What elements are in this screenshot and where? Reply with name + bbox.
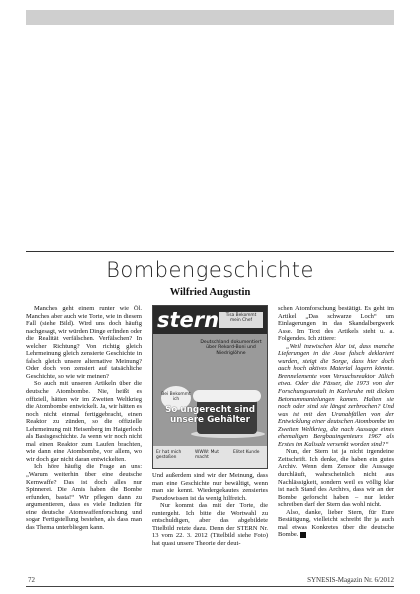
stern-logo: stern — [157, 308, 220, 332]
cover-headline: So ungerecht sind unsere Gehälter — [164, 405, 256, 425]
text-column-1 — [26, 305, 142, 531]
cover-tag: Tisa Bekommt mein Chef — [219, 312, 263, 328]
quote-text: „Weil inzwischen klar ist, dass manche Lieferungen in die Asse falsch deklariert wurden, steigt die Sorge, dass hier doch auch hoch aktives Material lagern könnte. Brennelemente vom Versuchsreaktor Jülich etwa. Oder die Fässer, die 1973 von der Forschungsanstalt in Karlsruhe mit dicken Betonummantelungen kamen. Halten sie noch oder sind sie längst zerbrochen? Und was ist mit den Uranabfällen von der Entwicklung einer deutschen Atombombe im Zweiten Weltkrieg, die nach Aussage eines ehemaligen Bergbauingenieurs 1967 als Erstes im Kalisalz versenkt worden sind?“ — [278, 342, 394, 448]
paragraph: Und außerdem sind wir der Meinung, dass man eine Geschichte nur bewältigt, wenn man sie kennt. Wiedergekautes zensiertes Pseudowissen ist da wenig hilfreich. — [152, 472, 268, 502]
paragraph: Manches geht einem runter wie Öl. Manches aber auch wie Torte, wie in diesem Fall (siehe Bild). Wird uns doch häufig nachgesagt, wir würden Dinge erfinden oder die Realität verfälschen. Verfälschen? In welcher Richtung? Von richtig gleich Lehrmeinung gleich zensierte Geschichte in falsch gleich unsere alternative Meinung? Oder doch von zensiert auf tatsächliche Geschichte, so wie wir meinen? — [26, 305, 142, 380]
cover-teaser: Elitet Kunde — [233, 450, 260, 455]
article-title: Bombengeschichte — [106, 258, 314, 282]
paragraph: Nun, der Stern ist ja nicht irgendeine Zeitschrift. Ich denke, die haben ein gutes Archiv. Wenn dem Zensor die Aussage durchläuft, wahrscheinlich nicht aus Nachlässigkeit, sondern weil es völlig klar ist nach Stand des Archivs, dass wir an der Bombe geforscht haben – nur leider schreiben darf der Stern das wohl nicht. — [278, 448, 394, 509]
paragraph: schen Atomforschung bestätigt. Es geht im Artikel „Das schwarze Loch“ um Einlagerungen in das Skandalbergwerk Asse. Im Text des Artikels steht u. a. Folgendes. Ich zitiere: — [278, 305, 394, 343]
cover-teaser: WWW: Mut macht — [195, 450, 219, 460]
paragraph: Nur kommt das mit der Torte, die runtergeht. Ich bitte die Wortwahl zu entschuldigen, aber das abgebildete Titelbild reizte dazu. Denn der STERN Nr. 13 vom 22. 3. 2012 (Titelbild siehe Foto) hat quasi unsere Theorie der deut- — [152, 502, 268, 547]
paragraph: Ich höre häufig die Frage an uns: „Warum weiterhin über eine deutsche Kernwaffe? Das ist doch alles nur Spinnerei. Die Amis haben die Bombe erfunden, basta!“ Wir pflegen dann zu argumentieren, dass es viele Indizien für eine deutsche Atomwaffenforschung und sogar Fertigstellung bestehen, als dass man das Thema unterbliegen kann. — [26, 463, 142, 531]
top-rule — [26, 251, 394, 252]
paragraph — [278, 509, 394, 539]
cover-illustration — [153, 334, 267, 446]
article-author: Wilfried Augustin — [169, 287, 251, 298]
cover-masthead — [153, 306, 267, 334]
cake-frosting-shape — [193, 390, 261, 402]
closing-text: Also, danke, lieber Stern, für Eure Bestätigung, vielleicht schreibt Ihr ja auch mal etwas Konkretes über die deutsche Bombe. — [278, 508, 394, 539]
header-band — [26, 10, 394, 25]
text-column-3 — [278, 305, 394, 539]
cover-subline: Deutschland dokumentiert über Rekord-Boni und Niedriglöhne — [200, 340, 262, 356]
page-number: 72 — [28, 576, 35, 584]
end-mark-icon — [300, 532, 306, 538]
cover-badge: Bei Bekommt ich — [161, 386, 191, 410]
quote-paragraph — [278, 343, 394, 449]
magazine-issue: SYNESIS-Magazin Nr. 6/2012 — [307, 576, 394, 584]
bottom-rule — [26, 586, 394, 587]
cover-footer — [153, 446, 267, 469]
text-column-2 — [152, 472, 268, 547]
paragraph: So auch mit unseren Artikeln über die deutsche Atombombe. Nie, heißt es offiziell, hätten wir im Zweiten Weltkrieg die Atombombe entwickelt. Ja, wir hätten es noch nicht einmal fertiggebracht, einen Reaktor zu zünden, so die offizielle Lehrmeinung mit Heisenberg im Haigerloch als Basisgeschichte. Ja wenn wir noch nicht mal einen Reaktor zum Laufen brachten, wie dann eine Atombombe, vor allem, wo wir doch gar nicht daran entwickelten. — [26, 380, 142, 463]
magazine-cover-image — [152, 305, 268, 469]
cover-teaser: Er hat mich gestoßen — [156, 450, 182, 460]
